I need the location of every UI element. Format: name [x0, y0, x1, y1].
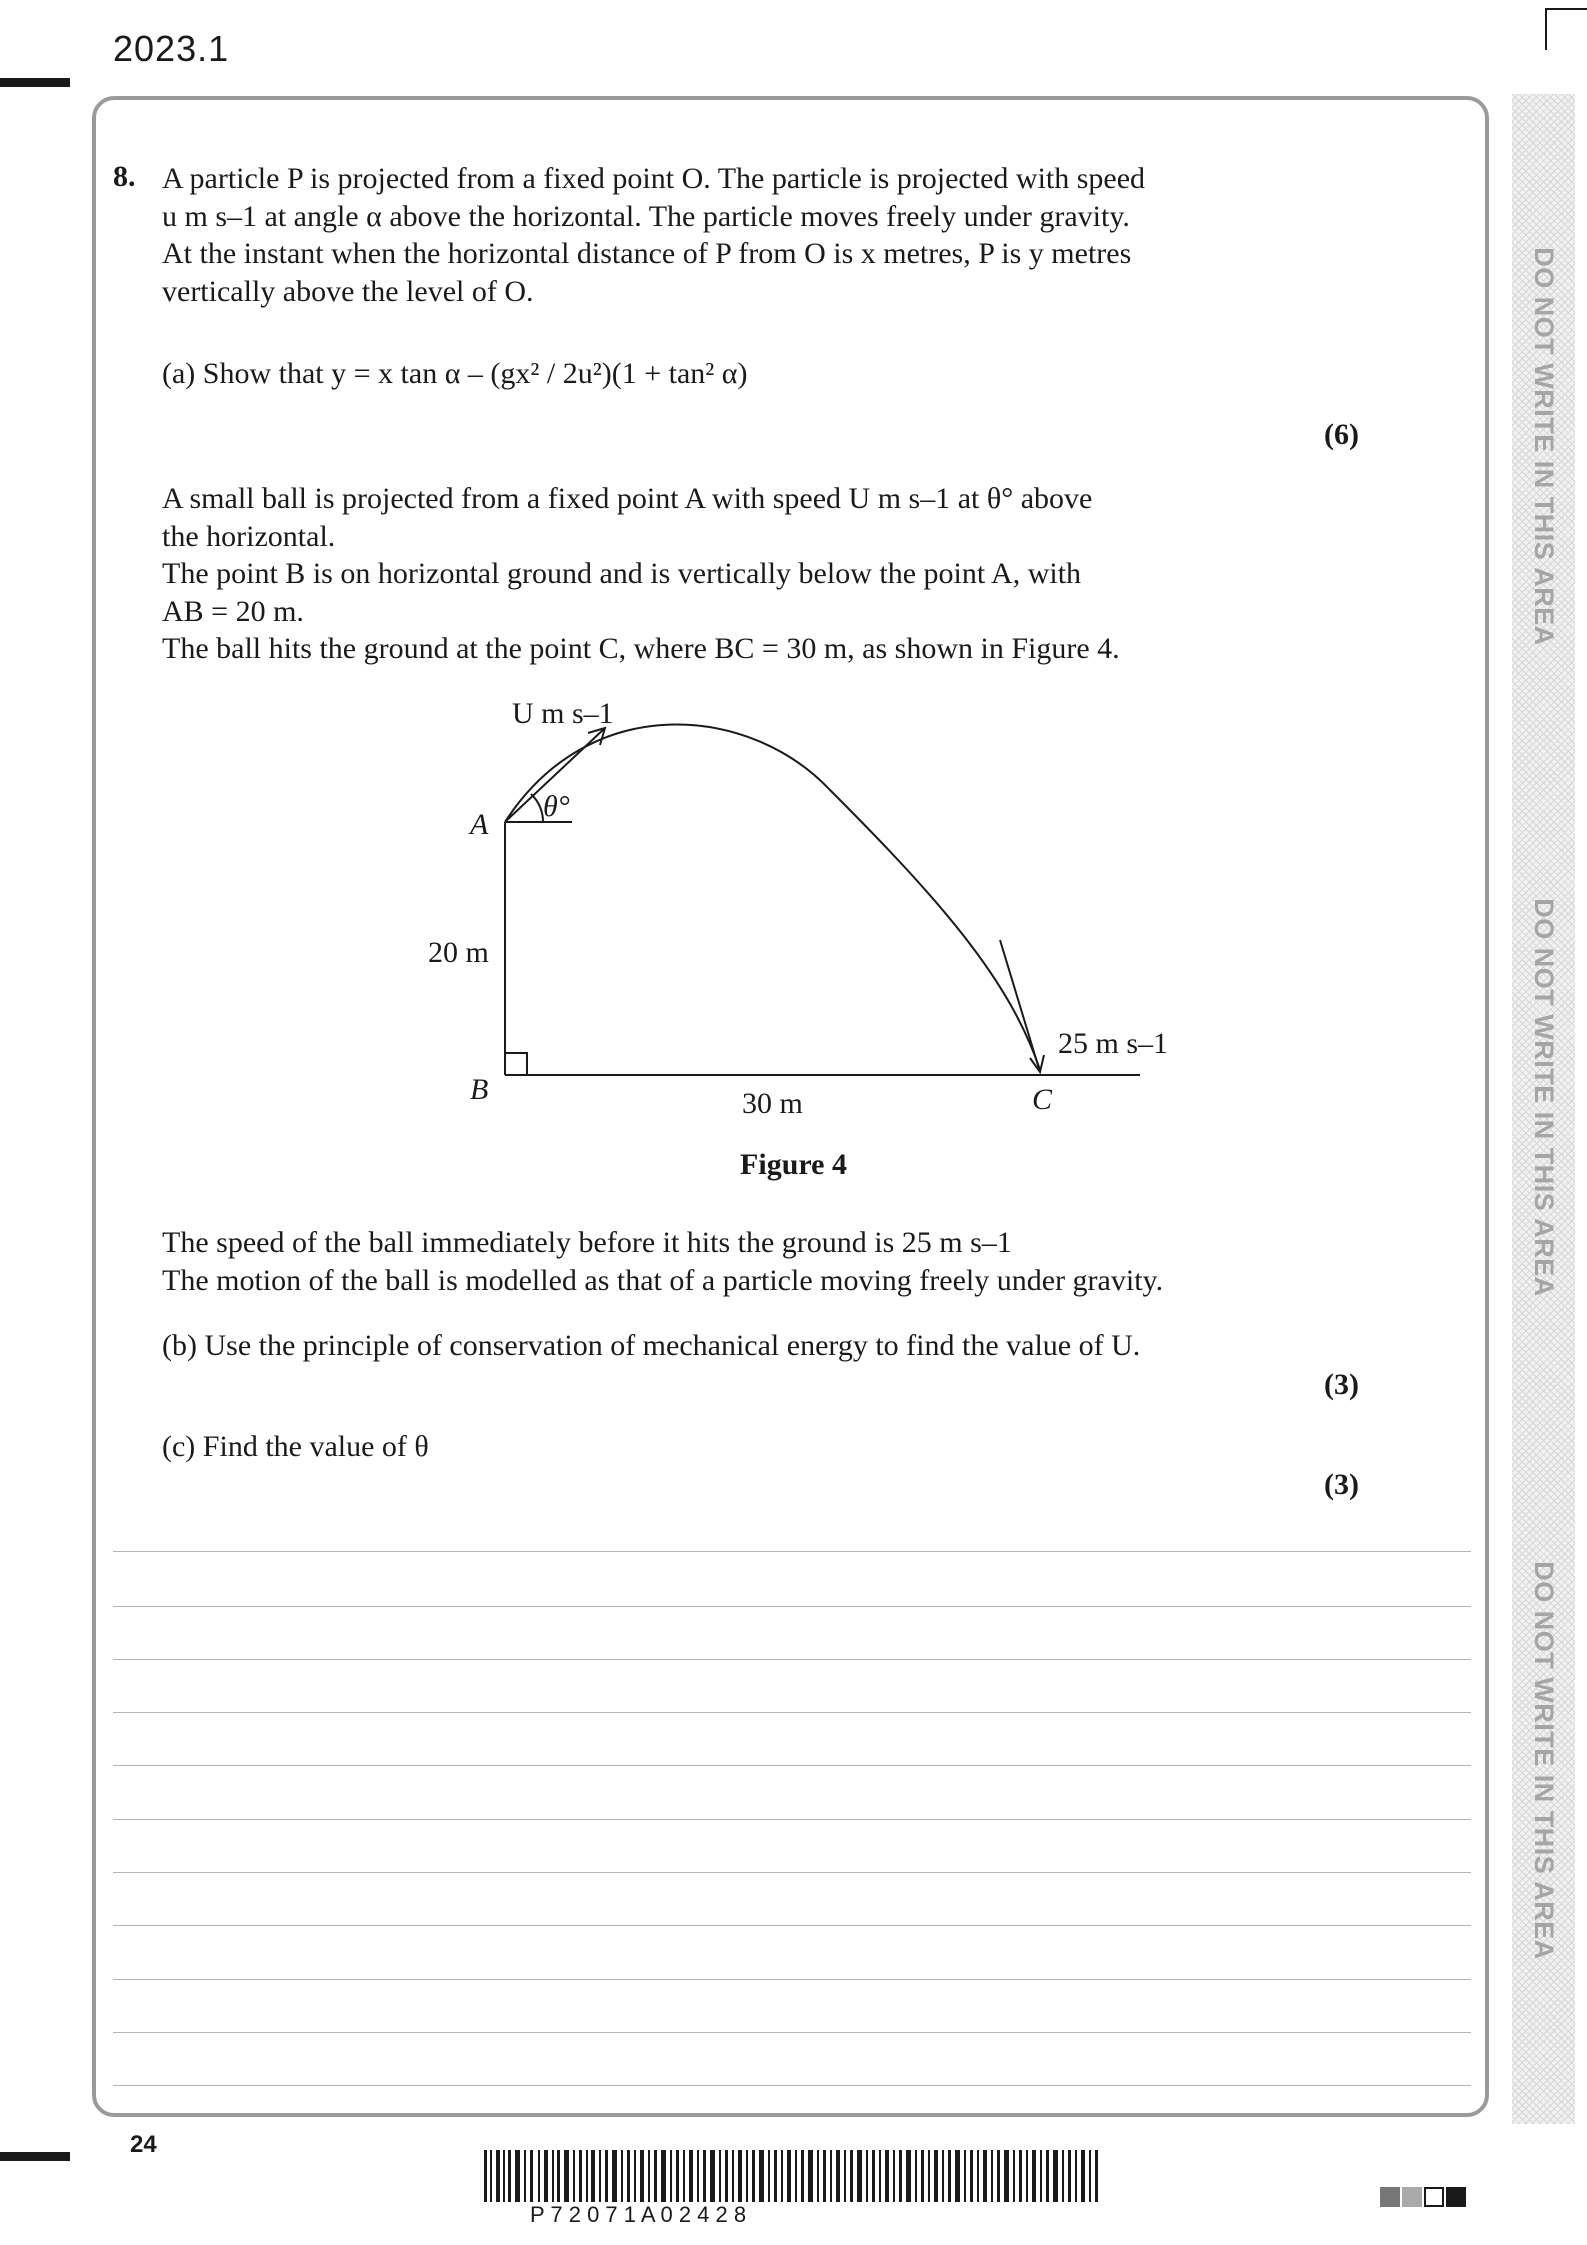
- setup-line-1: A small ball is projected from a fixed point A with speed U m s–1 at θ° above: [162, 482, 1093, 515]
- part-a-label: (a): [162, 357, 196, 390]
- label-point-b: B: [470, 1073, 489, 1106]
- label-speed-c: 25 m s–1: [1058, 1027, 1169, 1060]
- right-angle-marker: [505, 1053, 527, 1075]
- part-a-marks: (6): [1324, 418, 1359, 451]
- label-point-c: C: [1032, 1083, 1053, 1116]
- intro-line-2: u m s–1 at angle α above the horizontal. The particle moves freely under gravity.: [162, 199, 1130, 233]
- page-marker-square: [1446, 2187, 1466, 2207]
- part-c-text: Find the value of θ: [202, 1430, 429, 1463]
- part-c-label: (c): [162, 1430, 196, 1463]
- after-line-2: The motion of the ball is modelled as that of a particle moving freely under gravity.: [162, 1263, 1164, 1297]
- page-number: 24: [130, 2131, 157, 2158]
- label-angle: θ°: [543, 790, 570, 823]
- answer-line[interactable]: [113, 1819, 1471, 1820]
- figure-caption: Figure 4: [740, 1148, 847, 1181]
- label-height: 20 m: [428, 936, 489, 969]
- intro-line-4: vertically above the level of O.: [162, 274, 534, 308]
- answer-line[interactable]: [113, 1872, 1471, 1873]
- trajectory-curve: [505, 724, 1040, 1070]
- answer-line[interactable]: [113, 1765, 1471, 1766]
- label-point-a: A: [470, 808, 489, 841]
- part-c: [162, 1428, 429, 1466]
- page-marker-square: [1402, 2187, 1422, 2207]
- answer-line[interactable]: [113, 2085, 1471, 2086]
- part-b-text: Use the principle of conservation of mechanical energy to find the value of U.: [204, 1329, 1141, 1362]
- barcode-text: P 7 2 0 7 1 A 0 2 4 2 8: [530, 2202, 747, 2227]
- intro-line-1: A particle P is projected from a fixed point O. The particle is projected with speed: [162, 162, 1146, 195]
- answer-line[interactable]: [113, 1925, 1471, 1926]
- part-b-marks: (3): [1324, 1368, 1359, 1401]
- page-marker-square: [1380, 2187, 1400, 2207]
- margin-warning-top: DO NOT WRITE IN THIS AREA: [1529, 246, 1559, 646]
- part-c-marks: (3): [1324, 1468, 1359, 1501]
- after-line-1: The speed of the ball immediately before it hits the ground is 25 m s–1: [162, 1226, 1012, 1259]
- angle-arc: [531, 794, 543, 822]
- answer-line[interactable]: [113, 1979, 1471, 1980]
- setup-line-3: The point B is on horizontal ground and is vertically below the point A, with: [162, 557, 1082, 590]
- header-date: 2023.1: [113, 28, 230, 69]
- question-number: 8.: [113, 160, 136, 193]
- part-a-text: Show that: [202, 357, 324, 390]
- setup-line-5: The ball hits the ground at the point C, where BC = 30 m, as shown in Figure 4.: [162, 632, 1120, 665]
- velocity-arrow-c: [1000, 940, 1040, 1072]
- part-b: [162, 1327, 1140, 1365]
- part-a-equation: y = x tan α – (gx² / 2u²)(1 + tan² α): [331, 357, 748, 390]
- after-figure-text: [162, 1224, 1163, 1299]
- intro-line-3: At the instant when the horizontal distance of P from O is x metres, P is y metres: [162, 237, 1132, 270]
- setup-line-2: the horizontal.: [162, 519, 336, 553]
- margin-warning-bottom: DO NOT WRITE IN THIS AREA: [1529, 1560, 1559, 1960]
- label-speed-a: U m s–1: [512, 697, 614, 730]
- answer-line[interactable]: [113, 1606, 1471, 1607]
- answer-line[interactable]: [113, 2032, 1471, 2033]
- answer-line[interactable]: [113, 1659, 1471, 1660]
- setup-line-4: AB = 20 m.: [162, 594, 304, 628]
- barcode: [484, 2150, 1104, 2202]
- part-b-label: (b): [162, 1329, 197, 1362]
- label-distance: 30 m: [742, 1087, 803, 1120]
- answer-line[interactable]: [113, 1712, 1471, 1713]
- margin-warning-middle: DO NOT WRITE IN THIS AREA: [1529, 897, 1559, 1297]
- page-marker-square: [1424, 2187, 1444, 2207]
- answer-line[interactable]: [113, 1551, 1471, 1552]
